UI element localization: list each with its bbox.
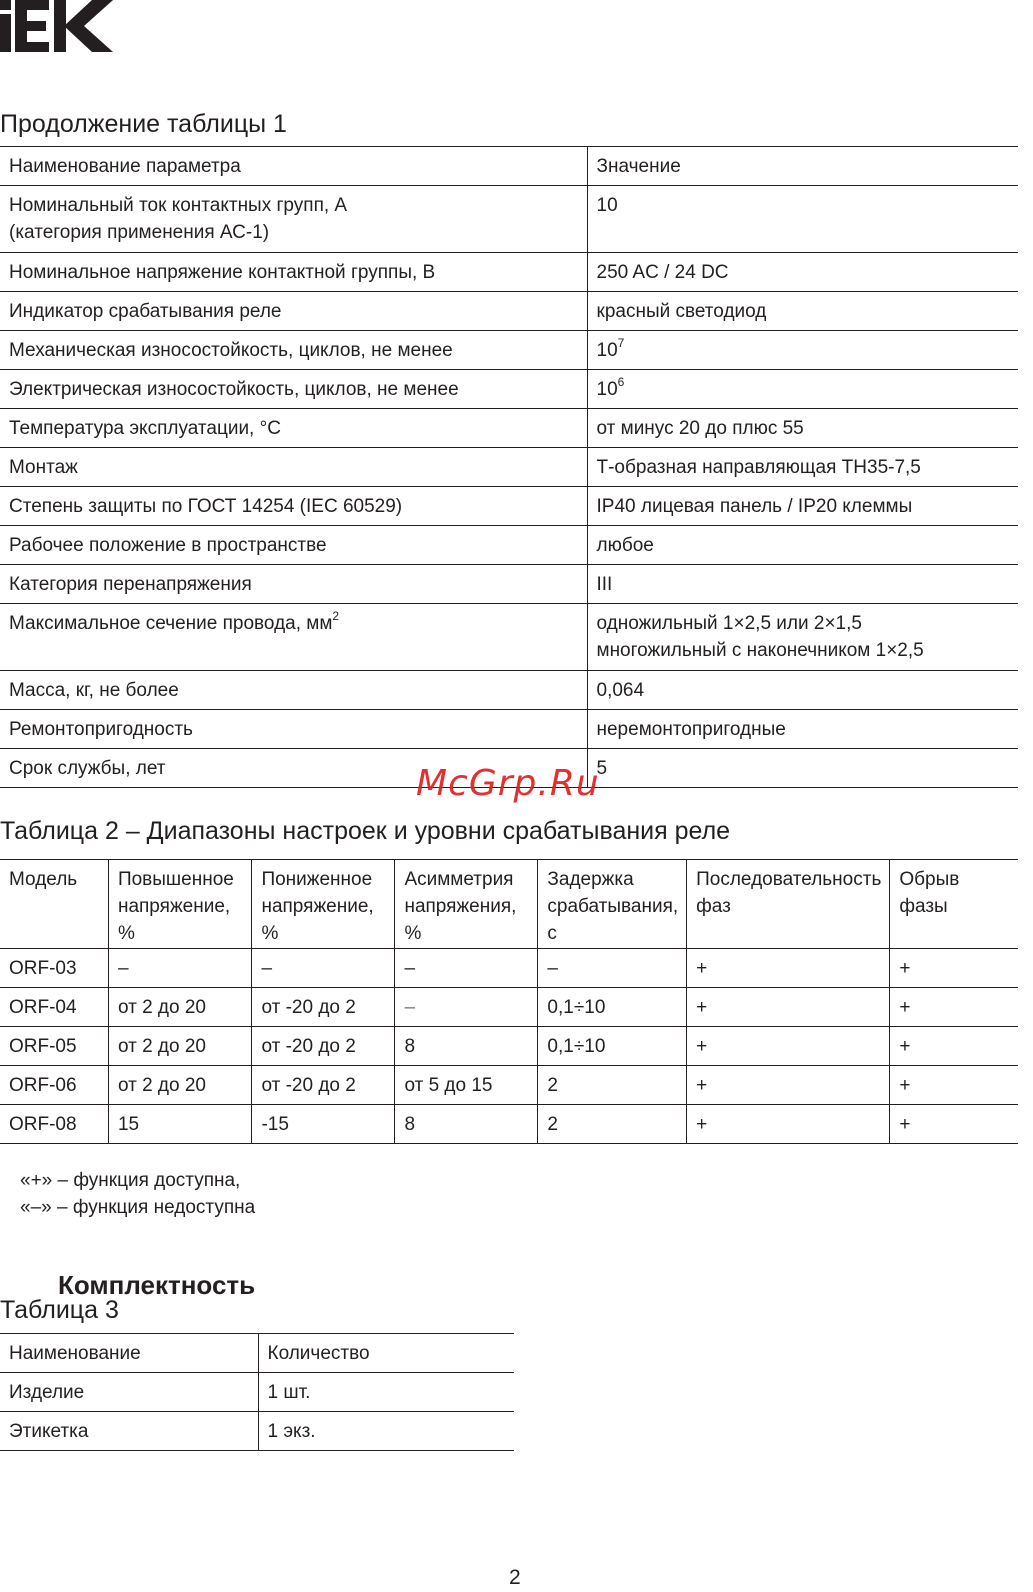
table-row: [0, 331, 1018, 370]
table3-caption: Таблица 3: [0, 1296, 119, 1324]
value-cell: [587, 604, 1018, 671]
table-cell: Изделие: [0, 1373, 258, 1412]
table-cell: 8: [395, 1027, 538, 1066]
note-line: «–» – функция недоступна: [20, 1197, 256, 1218]
table-cell: от -20 до 2: [252, 988, 395, 1027]
exponent: 6: [617, 374, 625, 389]
param-cell: Индикатор срабатывания реле: [0, 292, 587, 331]
header-cell: Наименование параметра: [0, 147, 587, 186]
table-cell: 8: [395, 1105, 538, 1144]
table-row: [0, 1105, 1018, 1144]
table-row: [0, 988, 1018, 1027]
parameters-table: [0, 146, 1018, 788]
value-cell: любое: [587, 526, 1018, 565]
param-cell: [0, 186, 587, 253]
value-cell: 10: [587, 186, 1018, 253]
header-cell: Повышенное напряжение, %: [108, 860, 252, 949]
value-cell: [587, 331, 1018, 370]
table-cell: 0,1÷10: [538, 988, 687, 1027]
table-row: [0, 671, 1018, 710]
value-cell: красный светодиод: [587, 292, 1018, 331]
param-cell: Механическая износостойкость, циклов, не менее: [0, 331, 587, 370]
param-text: Номинальный ток контактных групп, А: [9, 195, 348, 216]
model-cell: ORF-06: [0, 1066, 108, 1105]
table-cell: +: [687, 1066, 890, 1105]
table-cell: 0,1÷10: [538, 1027, 687, 1066]
value-text: 10: [596, 340, 618, 361]
table-cell: +: [890, 988, 1018, 1027]
table-cell: –: [395, 988, 538, 1027]
table-cell: от -20 до 2: [252, 1066, 395, 1105]
page-number: 2: [509, 1566, 521, 1589]
table-row: [0, 604, 1018, 671]
table-cell: –: [538, 949, 687, 988]
header-cell: Значение: [587, 147, 1018, 186]
table-cell: от 5 до 15: [395, 1066, 538, 1105]
value-cell: 5: [587, 749, 1018, 788]
table-header-row: [0, 147, 1018, 186]
value-cell: неремонтопригодные: [587, 710, 1018, 749]
table-row: [0, 448, 1018, 487]
header-cell: Наименование: [0, 1334, 258, 1373]
model-cell: ORF-04: [0, 988, 108, 1027]
value-cell: [587, 370, 1018, 409]
value-text: одножильный 1×2,5 или 2×1,5: [596, 613, 862, 634]
watermark: McGrp.Ru: [416, 763, 600, 804]
value-cell: Т-образная направляющая ТН35-7,5: [587, 448, 1018, 487]
section-title: Комплектность: [58, 1270, 256, 1300]
table-cell: -15: [252, 1105, 395, 1144]
model-cell: ORF-08: [0, 1105, 108, 1144]
param-cell: Номинальное напряжение контактной группы, В: [0, 253, 587, 292]
table-row: [0, 409, 1018, 448]
value-text: 10: [596, 379, 618, 400]
header-cell: Асимметрия напряжения, %: [395, 860, 538, 949]
iek-logo: [0, 0, 116, 56]
table-row: [0, 370, 1018, 409]
table-cell: –: [108, 949, 252, 988]
param-text: Максимальное сечение провода, мм: [9, 613, 333, 634]
table-cell: 1 шт.: [258, 1373, 514, 1412]
value-text: многожильный с наконечником 1×2,5: [596, 640, 924, 661]
table-row: [0, 949, 1018, 988]
table-cell: –: [395, 949, 538, 988]
table-row: [0, 1066, 1018, 1105]
table-cell: 15: [108, 1105, 252, 1144]
contents-table: [0, 1333, 514, 1451]
table-row: [0, 526, 1018, 565]
table-row: [0, 487, 1018, 526]
table-cell: +: [890, 1105, 1018, 1144]
header-cell: Количество: [258, 1334, 514, 1373]
value-cell: IP40 лицевая панель / IP20 клеммы: [587, 487, 1018, 526]
header-cell: Модель: [0, 860, 108, 949]
table-cell: Этикетка: [0, 1412, 258, 1451]
param-cell: Масса, кг, не более: [0, 671, 587, 710]
table-row: [0, 565, 1018, 604]
table1-caption: Продолжение таблицы 1: [0, 110, 287, 138]
table-cell: 2: [538, 1105, 687, 1144]
value-cell: 0,064: [587, 671, 1018, 710]
exponent: 2: [332, 608, 340, 623]
table-cell: от 2 до 20: [108, 1066, 252, 1105]
param-cell: Рабочее положение в пространстве: [0, 526, 587, 565]
table-cell: +: [890, 1027, 1018, 1066]
table-row: [0, 1412, 514, 1451]
table2-notes: [20, 1167, 255, 1221]
table-cell: от 2 до 20: [108, 988, 252, 1027]
table-row: [0, 253, 1018, 292]
table-cell: +: [687, 1027, 890, 1066]
param-cell: Степень защиты по ГОСТ 14254 (IEC 60529): [0, 487, 587, 526]
header-cell: Последовательность фаз: [687, 860, 890, 949]
table-cell: +: [890, 949, 1018, 988]
table-row: [0, 710, 1018, 749]
table-row: [0, 186, 1018, 253]
table-row: [0, 1373, 514, 1412]
param-cell: Срок службы, лет: [0, 749, 587, 788]
exponent: 7: [617, 335, 625, 350]
table-header-row: [0, 1334, 514, 1373]
value-cell: от минус 20 до плюс 55: [587, 409, 1018, 448]
param-cell: Электрическая износостойкость, циклов, не менее: [0, 370, 587, 409]
param-cell: Категория перенапряжения: [0, 565, 587, 604]
param-cell: Температура эксплуатации, °С: [0, 409, 587, 448]
param-text: (категория применения АС-1): [9, 222, 270, 243]
table-cell: +: [687, 949, 890, 988]
table-cell: +: [890, 1066, 1018, 1105]
table-cell: 2: [538, 1066, 687, 1105]
note-line: «+» – функция доступна,: [20, 1170, 241, 1191]
table-cell: от 2 до 20: [108, 1027, 252, 1066]
table-cell: +: [687, 1105, 890, 1144]
table-row: [0, 1027, 1018, 1066]
model-cell: ORF-03: [0, 949, 108, 988]
table-row: [0, 292, 1018, 331]
value-cell: 250 AC / 24 DC: [587, 253, 1018, 292]
table2-caption: Таблица 2 – Диапазоны настроек и уровни срабатывания реле: [0, 817, 731, 845]
model-cell: ORF-05: [0, 1027, 108, 1066]
table-header-row: [0, 860, 1018, 949]
table-cell: 1 экз.: [258, 1412, 514, 1451]
table-cell: –: [252, 949, 395, 988]
header-cell: Обрыв фазы: [890, 860, 1018, 949]
param-cell: Монтаж: [0, 448, 587, 487]
table-cell: +: [687, 988, 890, 1027]
value-cell: III: [587, 565, 1018, 604]
param-cell: [0, 604, 587, 671]
param-cell: Ремонтопригодность: [0, 710, 587, 749]
settings-table: [0, 859, 1018, 1144]
header-cell: Задержка срабатывания, с: [538, 860, 687, 949]
header-cell: Пониженное напряжение, %: [252, 860, 395, 949]
table-cell: от -20 до 2: [252, 1027, 395, 1066]
